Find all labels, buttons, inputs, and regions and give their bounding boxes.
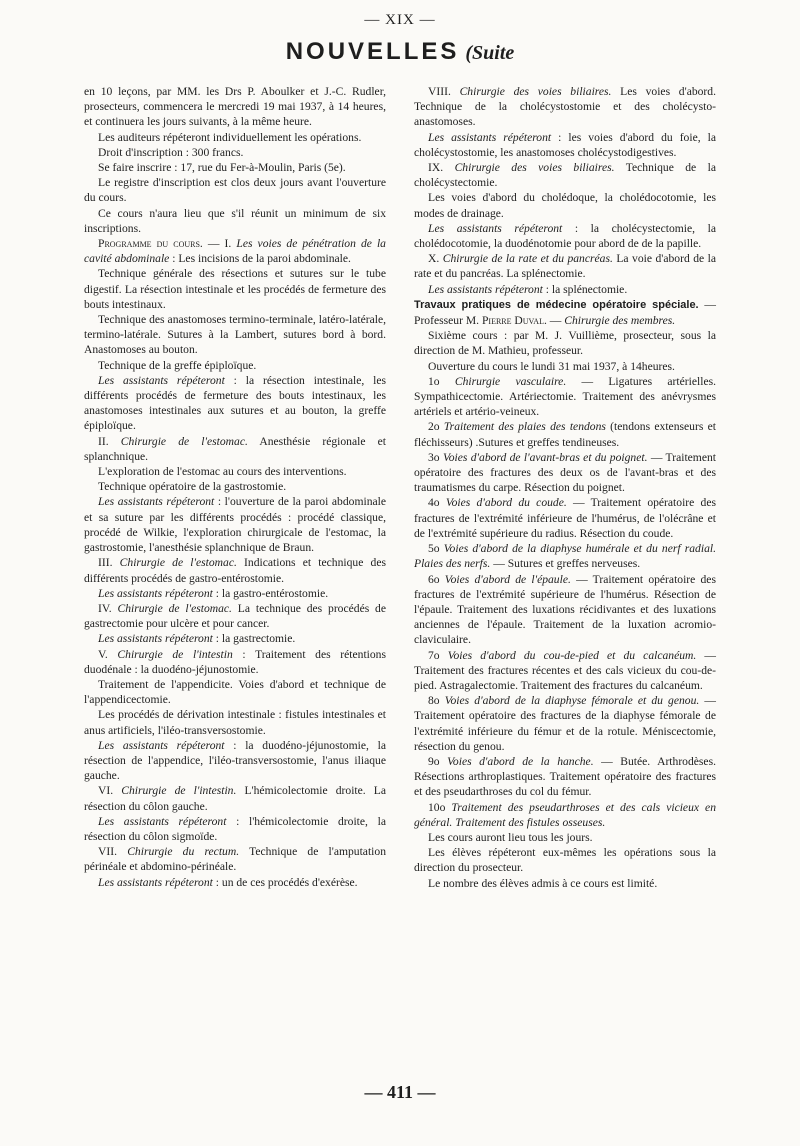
text: : la splénectomie.: [542, 282, 628, 296]
text: 2o: [428, 420, 444, 434]
text: Indications et technique des différents procédés de gastro-entérostomie.: [84, 556, 386, 585]
paragraph: [414, 450, 716, 496]
italic-text: Chirurgie vasculaire.: [454, 374, 567, 388]
text: : l'ouverture de la paroi abdominale et sa suture par les différents procédés : procédé classique, procédé de Wilkie, l'exploration chirurgicale de l'estomac, la gastrostomie, l'anesthésie splanchnique de Braun.: [84, 495, 386, 555]
text: IV.: [98, 601, 118, 615]
left-column: [84, 84, 386, 890]
text: L'hémicolectomie droite. La résection du côlon gauche.: [84, 784, 387, 813]
text: : l'hémicolectomie droite, la résection du côlon sigmoïde.: [84, 814, 386, 843]
section-title: [0, 38, 800, 66]
paragraph: [414, 282, 716, 297]
text: (tendons extenseurs et fléchisseurs) .Sutures et greffes tendineuses.: [414, 420, 716, 449]
text: Le nombre des élèves admis à ce cours est limité.: [428, 876, 658, 890]
text: Sixième cours : par M. J. Vuillième, prosecteur, sous la direction de M. Mathieu, professeur.: [414, 329, 716, 358]
paragraph: [84, 464, 386, 479]
text: Traitement de l'appendicite. Voies d'abord et technique de l'appendicectomie.: [84, 677, 386, 707]
text: — Butée. Arthrodèses. Résections arthroplastiques. Traitement opératoire des fractures et des pseudarthroses du col du fémur.: [414, 754, 716, 799]
paragraph: [414, 328, 716, 358]
page-header: [0, 8, 800, 68]
italic-text: Les assistants répéteront: [98, 632, 213, 646]
text: 10o: [428, 800, 452, 814]
text: : la cholécystectomie, la cholédocotomie, la duodénotomie pour abord de de la papille.: [414, 221, 716, 251]
italic-text: Les assistants répéteront: [428, 282, 543, 296]
text: IX.: [428, 161, 455, 175]
section-label: Programme du cours.: [98, 237, 203, 251]
text: : la gastro-entérostomie.: [212, 586, 329, 600]
paragraph: [414, 190, 716, 220]
text: 5o: [428, 542, 444, 556]
paragraph: [84, 814, 386, 844]
text: 6o: [428, 572, 445, 586]
paragraph: [84, 358, 386, 373]
section-title-suffix: (Suite: [465, 42, 515, 64]
text: — Traitement opératoire des fractures de l'extrémité inférieure de l'humérus, de l'olécrâne et de l'extrémité supérieure du radius. Résection du coude.: [414, 496, 717, 540]
paragraph: [84, 707, 386, 737]
paragraph: [414, 374, 716, 420]
text: Technique des anastomoses termino-terminale, latéro-latérale, termino-latérale. Sutures à la Lambert, sutures bord à bord. Anastomoses au bouton.: [84, 313, 386, 357]
text: : la duodéno-jéjunostomie, la résection de l'appendice, l'iléo-transversostomie, l'anus iliaque gauche.: [84, 738, 386, 783]
paragraph: [414, 800, 716, 830]
italic-text: Chirurgie de l'estomac.: [119, 556, 237, 570]
person-name: Pierre Duval: [481, 314, 544, 328]
page-number: — 411 —: [364, 1082, 436, 1102]
text: Anesthésie régionale et splanchnique.: [84, 434, 386, 463]
text: — Sutures et greffes nerveuses.: [490, 557, 641, 571]
text: Technique opératoire de la gastrostomie.: [98, 480, 287, 494]
text: — Professeur M.: [414, 297, 716, 328]
text: La technique des procédés de gastrectomie pour ulcère et pour cancer.: [84, 601, 386, 631]
text: en 10 leçons, par MM. les Drs P. Aboulker et J.-C. Rudler, prosecteurs, commencera le mercredi 19 mai 1937, à 14 heures, et continuera les jours suivants, à la même heure.: [84, 85, 386, 129]
italic-text: Chirurgie de l'estomac.: [117, 601, 232, 615]
paragraph: [84, 130, 386, 145]
paragraph: [84, 175, 386, 205]
text: Technique générale des résections et sutures sur le tube digestif. La résection intestinale et les procédés de fermeture des bouts intestinaux.: [84, 267, 386, 311]
paragraph: [84, 434, 386, 464]
text: V.: [98, 647, 118, 661]
text: VII.: [98, 845, 128, 859]
italic-text: Voies d'abord de la hanche.: [447, 754, 594, 768]
italic-text: Chirurgie des voies biliaires.: [454, 161, 615, 175]
text: 4o: [428, 496, 446, 510]
italic-text: Chirurgie du rectum.: [127, 845, 240, 859]
text: : un de ces procédés d'exérèse.: [212, 875, 358, 889]
paragraph: [414, 830, 716, 845]
paragraph: [84, 160, 386, 175]
paragraph: [84, 479, 386, 494]
text: Ouverture du cours le lundi 31 mai 1937, à 14heures.: [428, 359, 675, 373]
text: Technique de la greffe épiploïque.: [98, 358, 257, 372]
paragraph: [84, 555, 386, 585]
paragraph: [84, 312, 386, 358]
text: Technique de la cholécystectomie.: [414, 161, 716, 190]
paragraph: [414, 648, 716, 694]
roman-page-number: — XIX —: [364, 12, 436, 28]
text: — Traitement opératoire des fractures de l'extrémité supérieure de l'humérus. Résection de l'épaule. Traitement des luxations récidivantes et des luxations anciennes de l'épaule. Traitement de la luxation acromio-claviculaire.: [414, 572, 716, 647]
italic-text: Chirurgie de la rate et du pancréas.: [442, 252, 613, 266]
paragraph: [84, 206, 386, 236]
text: X.: [428, 252, 443, 266]
text: Technique de l'amputation périnéale et abdomino-périnéale.: [84, 845, 386, 874]
text: Se faire inscrire : 17, rue du Fer-à-Moulin, Paris (5e).: [98, 161, 346, 175]
paragraph: [414, 160, 716, 190]
italic-text: Les assistants répéteront: [98, 875, 213, 889]
text: : Les incisions de la paroi abdominale.: [169, 252, 351, 266]
paragraph: [414, 130, 716, 160]
paragraph: [414, 419, 716, 449]
text: II.: [98, 434, 121, 448]
paragraph: [84, 738, 386, 784]
italic-text: Chirurgie des voies biliaires.: [459, 85, 612, 98]
paragraph: [84, 844, 386, 874]
text: Droit d'inscription : 300 francs.: [98, 145, 244, 159]
paragraph: [414, 84, 716, 130]
text: VIII.: [428, 85, 460, 98]
text: L'exploration de l'estomac au cours des interventions.: [98, 465, 347, 479]
italic-text: Les assistants répéteront: [428, 221, 563, 235]
text: Les voies d'abord. Technique de la cholécystostomie et des cholécysto-anastomoses.: [414, 85, 716, 129]
paragraph: [414, 359, 716, 374]
italic-text: Les voies de pénétration de la cavité abdominale: [84, 237, 386, 266]
italic-text: Voies d'abord de l'avant-bras et du poignet.: [442, 450, 648, 464]
paragraph: [84, 266, 386, 312]
text: : la résection intestinale, les différents procédés de fermeture des bouts intestinaux, les anastomoses intestinales aux sutures et au bouton, la greffe épiploïque.: [84, 373, 386, 433]
text: : la gastrectomie.: [212, 632, 296, 646]
text: III.: [98, 556, 120, 570]
italic-text: Les assistants répéteront: [98, 738, 225, 752]
text: : Traitement des rétentions duodénale : la duodéno-jéjunostomie.: [84, 647, 386, 676]
paragraph: [84, 783, 386, 813]
paragraph: [414, 693, 716, 754]
italic-text: Chirurgie de l'intestin.: [121, 784, 237, 798]
text: 9o: [428, 754, 448, 768]
text: Le registre d'inscription est clos deux jours avant l'ouverture du cours.: [84, 176, 386, 205]
italic-text: Les assistants répéteront: [98, 814, 227, 828]
text: 7o: [428, 648, 448, 662]
text: : les voies d'abord du foie, la cholécystostomie, les anastomoses cholécystodigestives.: [414, 130, 717, 159]
paragraph: [84, 494, 386, 555]
italic-text: Voies d'abord du coude.: [445, 496, 567, 510]
text: Ce cours n'aura lieu que s'il réunit un minimum de six inscriptions.: [84, 206, 386, 235]
text: — Traitement opératoire des fractures des deux os de l'avant-bras et des traumatismes du carpe. Résection du poignet.: [414, 450, 716, 495]
paragraph: [414, 541, 716, 571]
text: — Traitement des fractures récentes et des cals vicieux du cou-de-pied. Astragalectomie. Traitement des fractures du calcanéum.: [414, 648, 716, 692]
text: 8o: [428, 694, 445, 708]
text: — I.: [202, 237, 237, 251]
text: — Ligatures artérielles. Sympathicectomie. Artériectomie. Traitement des anévrysmes artériels et artério-veineux.: [414, 374, 717, 419]
paragraph: [84, 875, 386, 890]
paragraph: [84, 647, 386, 677]
italic-text: Voies d'abord de l'épaule.: [444, 572, 571, 586]
paragraph: [414, 876, 716, 891]
paragraph: [84, 145, 386, 160]
italic-text: Les assistants répéteront: [98, 495, 215, 509]
text: Les élèves répéteront eux-mêmes les opérations sous la direction du prosecteur.: [414, 846, 716, 875]
paragraph: [414, 845, 716, 875]
bold-heading: Travaux pratiques de médecine opératoire spéciale.: [414, 298, 699, 311]
paragraph: [84, 586, 386, 601]
italic-text: Les assistants répéteront: [98, 586, 213, 600]
paragraph: [414, 754, 716, 800]
text: Les cours auront lieu tous les jours.: [428, 830, 593, 844]
text: 3o: [428, 450, 443, 464]
italic-text: Traitement des pseudarthroses et des cals vicieux en général. Traitement des fistules osseuses.: [414, 800, 716, 829]
paragraph: [414, 251, 716, 281]
italic-text: Voies d'abord de la diaphyse fémorale et du genou.: [444, 694, 700, 708]
italic-text: Voies d'abord du cou-de-pied et du calcanéum.: [447, 648, 697, 662]
paragraph: [414, 495, 716, 541]
italic-text: Les assistants répéteront: [428, 130, 552, 144]
italic-text: Traitement des plaies des tendons: [443, 420, 606, 434]
italic-text: Chirurgie de l'estomac.: [120, 434, 248, 448]
italic-text: Voies d'abord de la diaphyse humérale et du nerf radial. Plaies des nerfs.: [414, 542, 716, 571]
text: . —: [543, 314, 565, 328]
paragraph: [414, 221, 716, 251]
paragraph: [414, 572, 716, 648]
paragraph: [414, 297, 716, 328]
paragraph: [84, 677, 386, 707]
paragraph: [84, 601, 386, 631]
italic-text: Chirurgie des membres.: [564, 314, 676, 328]
paragraph: [84, 84, 386, 130]
text: Les voies d'abord du cholédoque, la cholédocotomie, les modes de drainage.: [414, 191, 716, 220]
text: — Traitement opératoire des fractures de la diaphyse fémorale de l'extrémité inférieure du fémur et de la rotule. Méniscectomie, résection du genou.: [414, 694, 716, 753]
right-column: [414, 84, 716, 891]
paragraph: [84, 373, 386, 434]
text: Les auditeurs répéteront individuellement les opérations.: [98, 130, 362, 144]
paragraph: [84, 236, 386, 266]
section-title-text: NOUVELLES: [285, 38, 460, 65]
italic-text: Chirurgie de l'intestin: [117, 647, 233, 661]
italic-text: Les assistants répéteront: [98, 373, 225, 387]
paragraph: [84, 631, 386, 646]
text: 1o: [428, 374, 455, 388]
text: Les procédés de dérivation intestinale : fistules intestinales et anus artificiels, l'iléo-transversostomie.: [84, 708, 386, 737]
text: La voie d'abord de la rate et du pancréas. La splénectomie.: [414, 252, 717, 281]
text: VI.: [98, 784, 122, 798]
